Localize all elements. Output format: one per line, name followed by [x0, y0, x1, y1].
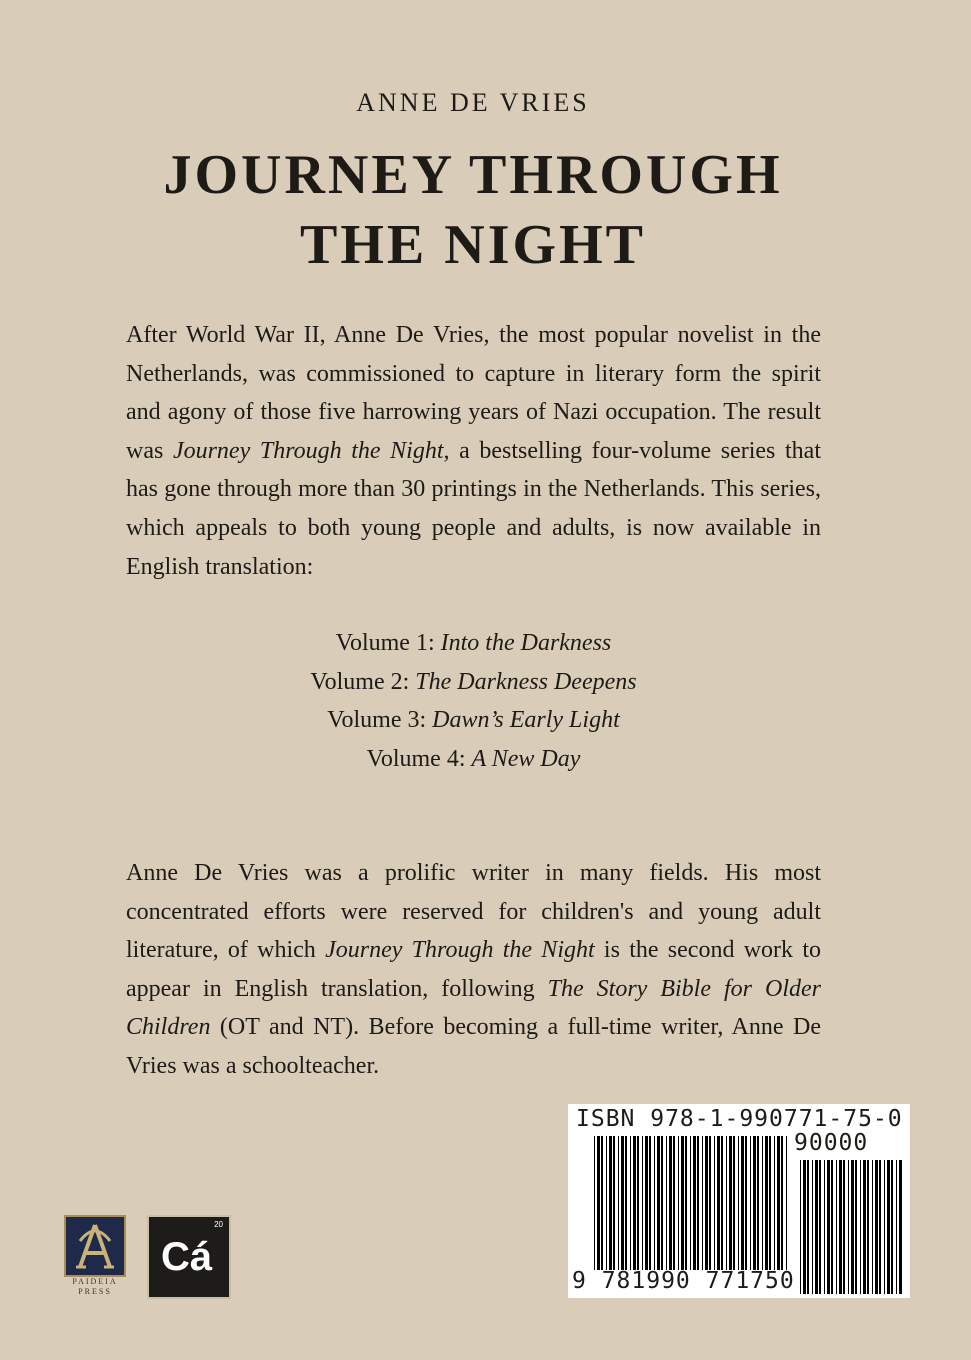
barcode-bar	[884, 1160, 885, 1294]
barcode-bar	[621, 1136, 624, 1270]
barcode-bar	[681, 1136, 684, 1270]
isbn-number: ISBN 978-1-990771-75-0	[576, 1106, 903, 1132]
barcode-bar	[669, 1136, 672, 1270]
barcode-bar	[800, 1160, 801, 1294]
barcode-bar	[705, 1136, 708, 1270]
barcode-bar	[606, 1136, 607, 1270]
isbn-barcode	[568, 1104, 910, 1298]
barcode-bar	[815, 1160, 818, 1294]
barcode-bar	[673, 1136, 675, 1270]
barcode-bar	[899, 1160, 902, 1294]
description-text: After World War II, Anne De Vries, the most popular novelist in the Netherlands, was commissioned to capture in literary form the spirit and agony of those five harrowing years of Nazi occupation. The result was	[126, 322, 821, 464]
barcode-bar	[717, 1136, 720, 1270]
periodic-element-logo	[147, 1215, 231, 1299]
barcode-bar	[625, 1136, 627, 1270]
barcode-bar	[812, 1160, 813, 1294]
barcode-bar	[827, 1160, 830, 1294]
barcode-bar	[633, 1136, 636, 1270]
paideia-press-logo	[64, 1215, 126, 1299]
barcode-bar	[786, 1136, 787, 1270]
title-line-1: JOURNEY THROUGH	[163, 144, 783, 206]
barcode-bar	[875, 1160, 878, 1294]
barcode-bar	[714, 1136, 715, 1270]
barcode-bar	[657, 1136, 660, 1270]
author-name: ANNE DE VRIES	[356, 88, 590, 117]
barcode-bar	[597, 1136, 600, 1270]
barcode-bar	[753, 1136, 756, 1270]
story-bible-title-italic: The Story Bible for Older Children	[126, 975, 822, 1041]
barcode-bar	[762, 1136, 763, 1270]
barcode-bar	[887, 1160, 890, 1294]
barcode-bar	[851, 1160, 854, 1294]
barcode-bar	[819, 1160, 821, 1294]
barcode-bar	[867, 1160, 869, 1294]
bio-text-end: (OT and NT). Before becoming a full-time writer, Anne De Vries was a schoolteacher.	[126, 1014, 821, 1079]
barcode-bar	[654, 1136, 655, 1270]
barcode-bar	[702, 1136, 703, 1270]
volume-item: Volume 3: Dawn’s Early Light	[327, 707, 620, 733]
barcode-bar	[863, 1160, 866, 1294]
barcode-bar	[831, 1160, 833, 1294]
barcode-bar	[781, 1136, 783, 1270]
ean-digits: 9 781990 771750	[572, 1268, 795, 1294]
barcode-bar	[769, 1136, 771, 1270]
barcode-bar	[738, 1136, 739, 1270]
barcode-bar	[843, 1160, 845, 1294]
title-line-2: THE NIGHT	[300, 214, 646, 276]
barcode-bar	[613, 1136, 615, 1270]
book-title	[0, 140, 946, 280]
barcode-bar	[697, 1136, 699, 1270]
element-symbol: Cá	[161, 1235, 213, 1279]
barcode-bar	[872, 1160, 873, 1294]
publisher-name: PAIDEIA PRESS	[72, 1277, 118, 1296]
barcode-bar	[618, 1136, 619, 1270]
barcode-bar	[824, 1160, 825, 1294]
barcode-bar	[601, 1136, 603, 1270]
barcode-bar	[645, 1136, 648, 1270]
barcode-bar	[666, 1136, 667, 1270]
barcode-bar	[690, 1136, 691, 1270]
barcode-bar	[807, 1160, 809, 1294]
barcode-bar	[630, 1136, 631, 1270]
barcode-bar	[609, 1136, 612, 1270]
barcode-bar	[860, 1160, 861, 1294]
barcode-bar	[642, 1136, 643, 1270]
barcode-bar	[765, 1136, 768, 1270]
barcode-bar	[848, 1160, 849, 1294]
barcode-bar	[879, 1160, 881, 1294]
barcode-bar	[777, 1136, 780, 1270]
barcode-bar	[661, 1136, 663, 1270]
author-bio-paragraph	[126, 854, 821, 1086]
barcode-bar	[836, 1160, 837, 1294]
description-paragraph	[126, 316, 821, 586]
barcode-bar	[693, 1136, 696, 1270]
barcode-bar	[757, 1136, 759, 1270]
barcode-bar	[750, 1136, 751, 1270]
barcode-bar	[726, 1136, 727, 1270]
barcode-bar	[685, 1136, 687, 1270]
description-text-cont: , a bestselling four-volume series that has gone through more than 30 printings in the Netherlands. This series, which appeals to both young people and adults, is now available in English translation:	[126, 437, 821, 580]
barcode-bar	[803, 1160, 806, 1294]
series-title-italic: Journey Through the Night	[325, 937, 595, 964]
barcode-bar	[855, 1160, 857, 1294]
barcode-bar	[678, 1136, 679, 1270]
barcode-bar	[709, 1136, 711, 1270]
price-addon-number: 90000	[794, 1130, 869, 1156]
barcode-bar	[649, 1136, 651, 1270]
barcode-bar	[637, 1136, 639, 1270]
barcode-bar	[745, 1136, 747, 1270]
barcode-bar	[721, 1136, 723, 1270]
barcode-bar	[594, 1136, 595, 1270]
volume-list	[126, 624, 821, 778]
barcode-bar	[733, 1136, 735, 1270]
bio-text: Anne De Vries was a prolific writer in many fields. His most concentrated efforts were reserved for children's and young adult literature, of which	[126, 860, 821, 964]
bio-text-cont: is the second work to appear in English translation, following	[126, 937, 821, 1002]
volume-item: Volume 1: Into the Darkness	[335, 630, 612, 656]
barcode-bar	[891, 1160, 893, 1294]
alpha-omega-emblem-icon	[64, 1215, 126, 1277]
barcode-bar	[741, 1136, 744, 1270]
barcode-bar	[729, 1136, 732, 1270]
barcode-bar	[774, 1136, 775, 1270]
element-number: 20	[214, 1220, 223, 1229]
barcode-bar	[896, 1160, 897, 1294]
series-title-italic: Journey Through the Night	[172, 437, 444, 464]
barcode-bar	[839, 1160, 842, 1294]
volume-item: Volume 4: A New Day	[366, 745, 581, 772]
volume-item: Volume 2: The Darkness Deepens	[310, 668, 637, 695]
